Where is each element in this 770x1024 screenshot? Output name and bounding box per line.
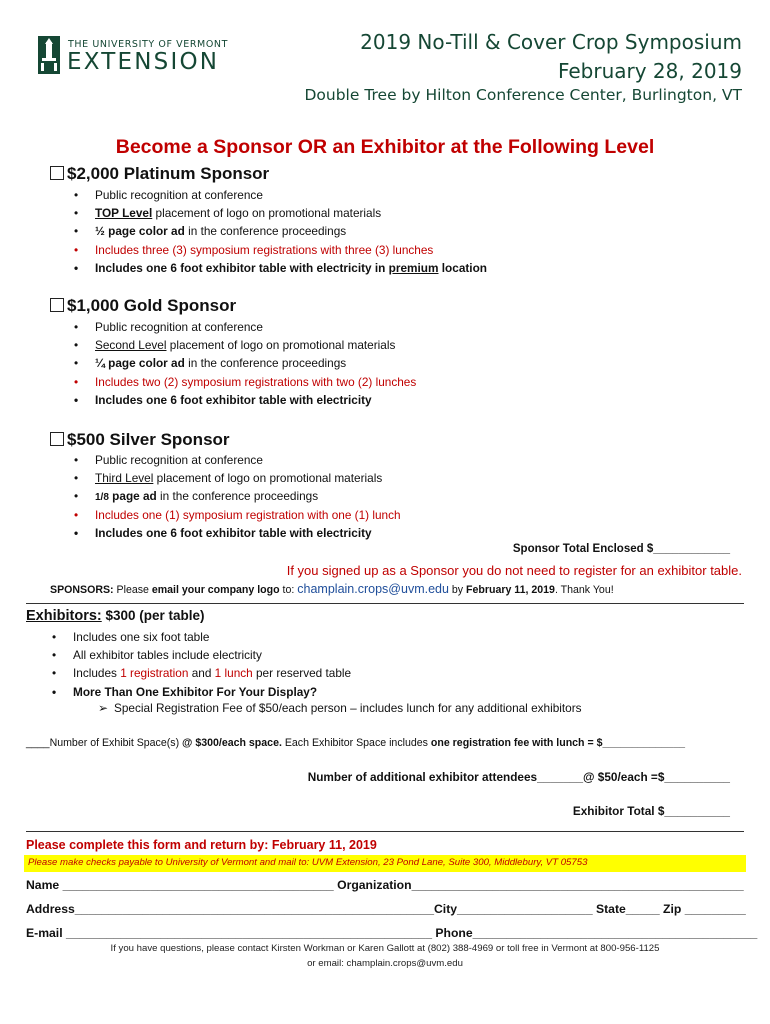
- event-date: February 28, 2019: [557, 59, 742, 83]
- benefit-text: All exhibitor tables include electricity: [73, 648, 262, 663]
- benefit-text: in the conference proceedings: [184, 356, 347, 371]
- section-divider: [26, 831, 744, 832]
- exhibitor-benefits-list: [73, 628, 351, 701]
- arrow-right-icon: ➢: [98, 701, 108, 715]
- sponsor-note: If you signed up as a Sponsor you do not need to register for an exhibitor table.: [286, 563, 742, 578]
- list-item: [95, 506, 401, 524]
- list-item: [73, 683, 351, 701]
- spaces-text: Each Exhibitor Space includes: [281, 737, 431, 749]
- benefit-lunch: 1 lunch: [214, 666, 253, 681]
- list-item: [95, 318, 416, 336]
- additional-attendees-field[interactable]: Number of additional exhibitor attendees_______@ $50/each =$__________: [307, 770, 730, 784]
- checks-payable-text: Please make checks payable to University of Vermont and mail to: UVM Extension, 23 Pond Lane, Suite 300, Middlebury, VT 05753: [28, 857, 588, 868]
- benefit-text: and: [188, 666, 215, 681]
- event-venue: Double Tree by Hilton Conference Center, Burlington, VT: [304, 86, 742, 104]
- exhibitors-title: [26, 608, 205, 624]
- exhibitors-label: Exhibitors:: [26, 608, 102, 624]
- sponsor-total-field[interactable]: Sponsor Total Enclosed $____________: [512, 543, 730, 555]
- gold-tier-title: [50, 296, 236, 316]
- benefit-text: Includes one 6 foot exhibitor table with electricity in: [95, 260, 389, 275]
- exhibit-spaces-field[interactable]: [26, 737, 685, 749]
- benefit-ad-size: page ad: [108, 489, 157, 504]
- benefit-text: location: [438, 260, 488, 275]
- benefit-text: Includes: [73, 666, 121, 681]
- benefit-text: Public recognition at conference: [95, 453, 263, 467]
- exhibitor-total-field[interactable]: Exhibitor Total $__________: [572, 804, 730, 818]
- sponsors-text: by: [448, 584, 467, 596]
- address-city-state-zip-row[interactable]: Address_____________________________________________________City____________________ State_____ Zip _________: [26, 902, 746, 916]
- benefit-text: per reserved table: [252, 666, 352, 681]
- list-item: [95, 354, 416, 372]
- sponsor-headline: Become a Sponsor OR an Exhibitor at the Following Level: [115, 136, 655, 158]
- logo-extension-text: EXTENSION: [67, 49, 220, 75]
- spaces-price: @ $300/each space.: [182, 737, 282, 749]
- sponsors-text: to:: [279, 584, 298, 596]
- platinum-checkbox[interactable]: [50, 166, 64, 180]
- benefit-ad-size: ½ page color ad: [95, 224, 185, 239]
- platinum-tier-title: [50, 164, 269, 184]
- benefit-ad-fraction: 1/8: [95, 492, 109, 504]
- benefit-text: Public recognition at conference: [95, 320, 263, 334]
- exhibitors-price: $300 (per table): [101, 608, 205, 623]
- form-deadline-title: Please complete this form and return by: February 11, 2019: [26, 838, 377, 852]
- uvm-tower-icon: [38, 36, 60, 74]
- benefit-text: Public recognition at conference: [95, 188, 263, 202]
- sponsors-deadline: February 11, 2019: [466, 584, 555, 596]
- section-divider: [26, 603, 744, 604]
- silver-title-text: $500 Silver Sponsor: [67, 430, 230, 449]
- list-item: [95, 241, 487, 259]
- benefit-level: Third Level: [95, 471, 154, 486]
- sponsor-email-link[interactable]: champlain.crops@uvm.edu: [297, 582, 449, 596]
- benefit-text: Includes one 6 foot exhibitor table with electricity: [95, 392, 372, 407]
- footer-email: or email: champlain.crops@uvm.edu: [307, 958, 463, 969]
- silver-tier-title: [50, 430, 230, 450]
- platinum-benefits-list: [95, 186, 487, 277]
- benefit-registration: 1 registration: [120, 666, 189, 681]
- logo-university-text: THE UNIVERSITY OF VERMONT: [68, 39, 229, 50]
- list-item: [95, 204, 487, 222]
- footer-contact: If you have questions, please contact Kirsten Workman or Karen Gallott at (802) 388-4969 or toll free in Vermont at 800-956-1125: [110, 943, 660, 954]
- sponsors-text: Please: [113, 584, 152, 596]
- benefit-text: placement of logo on promotional materials: [153, 471, 383, 486]
- additional-exhibitor-fee: [98, 701, 582, 715]
- benefit-text: in the conference proceedings: [156, 489, 319, 504]
- list-item: [95, 487, 401, 505]
- list-item: [95, 186, 487, 204]
- sponsors-text-bold: email your company logo: [151, 584, 280, 596]
- benefit-text: Includes one (1) symposium registration with one (1) lunch: [95, 507, 401, 522]
- list-item: [95, 336, 416, 354]
- gold-benefits-list: [95, 318, 416, 409]
- spaces-text: ____Number of Exhibit Space(s): [26, 737, 183, 749]
- benefit-text: in the conference proceedings: [184, 224, 347, 239]
- benefit-text: Includes one six foot table: [73, 630, 210, 644]
- event-title: 2019 No-Till & Cover Crop Symposium: [360, 30, 742, 54]
- list-item: [73, 628, 351, 646]
- list-item: [95, 373, 416, 391]
- gold-title-text: $1,000 Gold Sponsor: [67, 296, 237, 315]
- email-phone-row[interactable]: E-mail ______________________________________________________ Phone__________________________________________: [26, 926, 758, 940]
- sponsors-label: SPONSORS:: [50, 584, 114, 596]
- benefit-text: Includes three (3) symposium registrations with three (3) lunches: [95, 242, 434, 257]
- list-item: [95, 451, 401, 469]
- benefit-text: placement of logo on promotional materials: [166, 338, 396, 353]
- sponsors-logo-instructions: [50, 582, 614, 596]
- list-item: [95, 469, 401, 487]
- silver-checkbox[interactable]: [50, 432, 64, 446]
- list-item: [73, 646, 351, 664]
- list-item: [95, 391, 416, 409]
- list-item: [95, 259, 487, 277]
- sponsors-text: . Thank You!: [554, 584, 614, 596]
- name-organization-row[interactable]: Name ________________________________________ Organization_________________________________________________: [26, 878, 744, 892]
- benefit-text: placement of logo on promotional materials: [152, 206, 382, 221]
- silver-benefits-list: [95, 451, 401, 542]
- benefit-text: Includes two (2) symposium registrations with two (2) lunches: [95, 374, 417, 389]
- spaces-total: one registration fee with lunch = $______________: [430, 737, 685, 749]
- benefit-text: Includes one 6 foot exhibitor table with electricity: [95, 525, 372, 540]
- gold-checkbox[interactable]: [50, 298, 64, 312]
- benefit-level: TOP Level: [95, 206, 153, 221]
- benefit-level: Second Level: [95, 338, 167, 353]
- list-item: [73, 664, 351, 682]
- list-item: [95, 524, 401, 542]
- uvm-extension-logo: [38, 36, 229, 76]
- benefit-ad-size: ¼ page color ad: [95, 356, 185, 371]
- list-item: [95, 222, 487, 240]
- platinum-title-text: $2,000 Platinum Sponsor: [67, 164, 270, 183]
- benefit-text: More Than One Exhibitor For Your Display?: [73, 684, 318, 699]
- sub-item-text: Special Registration Fee of $50/each person – includes lunch for any additional exhibitors: [114, 701, 582, 715]
- benefit-premium: premium: [388, 260, 439, 275]
